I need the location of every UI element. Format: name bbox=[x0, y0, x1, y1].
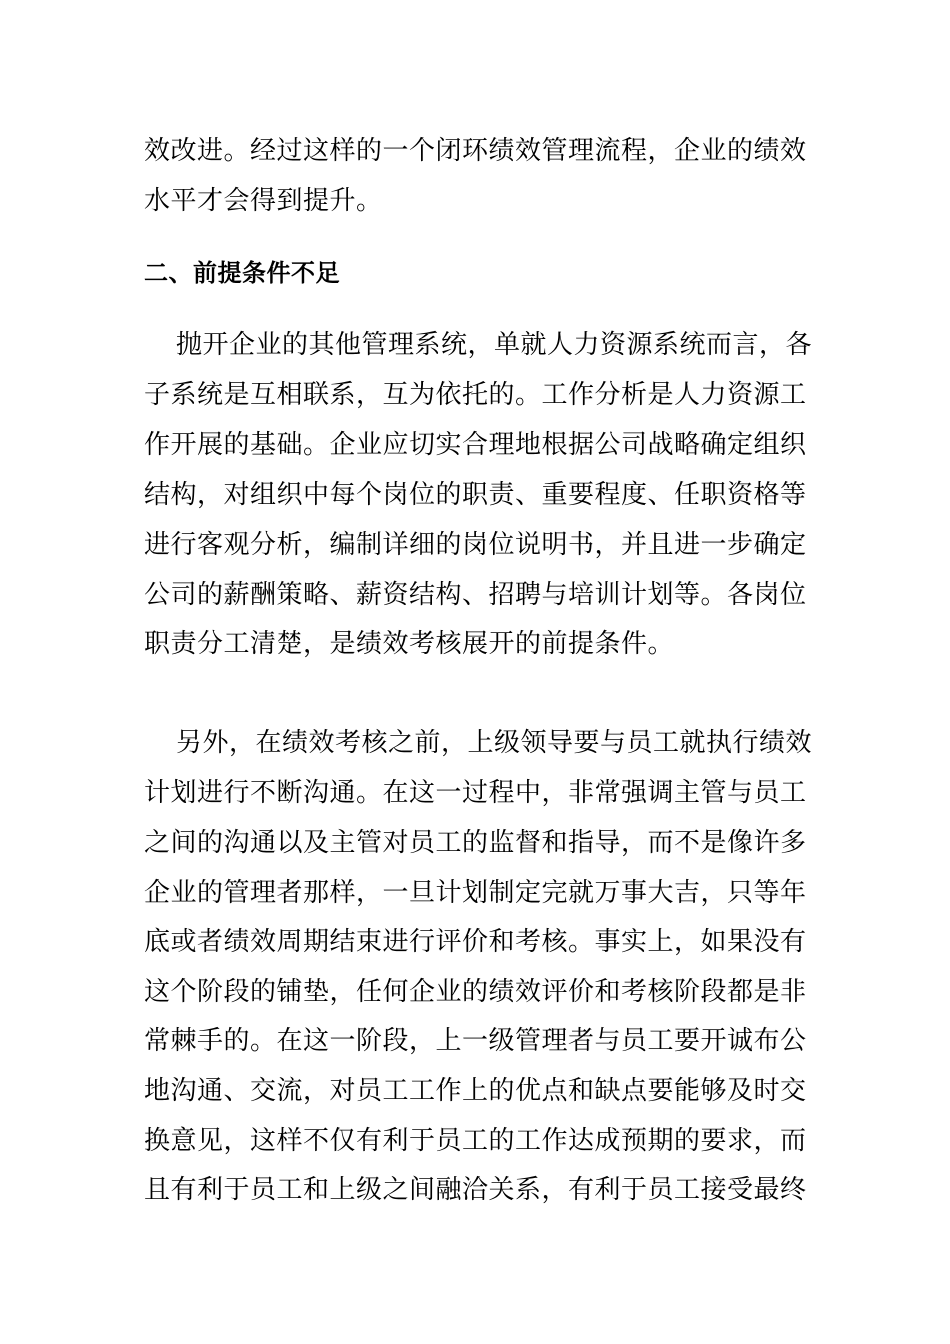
paragraph-line: 之间的沟通以及主管对员工的监督和指导，而不是像许多 bbox=[144, 828, 807, 858]
paragraph-line: 另外，在绩效考核之前，上级领导要与员工就执行绩效 bbox=[176, 728, 813, 758]
paragraph-line: 抛开企业的其他管理系统，单就人力资源系统而言，各 bbox=[176, 330, 813, 360]
paragraph-line: 计划进行不断沟通。在这一过程中，非常强调主管与员工 bbox=[144, 778, 807, 808]
paragraph-line: 作开展的基础。企业应切实合理地根据公司战略确定组织 bbox=[144, 430, 807, 460]
paragraph-line: 底或者绩效周期结束进行评价和考核。事实上，如果没有 bbox=[144, 927, 807, 957]
paragraph-line: 职责分工清楚，是绩效考核展开的前提条件。 bbox=[144, 629, 675, 659]
paragraph-line: 结构，对组织中每个岗位的职责、重要程度、任职资格等 bbox=[144, 480, 807, 510]
paragraph-line: 企业的管理者那样，一旦计划制定完就万事大吉，只等年 bbox=[144, 878, 807, 908]
paragraph-line: 地沟通、交流，对员工工作上的优点和缺点要能够及时交 bbox=[144, 1076, 807, 1106]
paragraph-line: 换意见，这样不仅有利于员工的工作达成预期的要求，而 bbox=[144, 1126, 807, 1156]
paragraph-line: 这个阶段的铺垫，任何企业的绩效评价和考核阶段都是非 bbox=[144, 977, 807, 1007]
intro-line: 水平才会得到提升。 bbox=[144, 186, 383, 216]
paragraph-line: 公司的薪酬策略、薪资结构、招聘与培训计划等。各岗位 bbox=[144, 580, 807, 610]
intro-line: 效改进。经过这样的一个闭环绩效管理流程，企业的绩效 bbox=[144, 136, 807, 166]
paragraph-line: 且有利于员工和上级之间融洽关系，有利于员工接受最终 bbox=[144, 1175, 807, 1205]
paragraph-line: 进行客观分析，编制详细的岗位说明书，并且进一步确定 bbox=[144, 530, 807, 560]
paragraph-line: 子系统是互相联系，互为依托的。工作分析是人力资源工 bbox=[144, 380, 807, 410]
section-heading: 二、前提条件不足 bbox=[144, 259, 340, 287]
paragraph-line: 常棘手的。在这一阶段，上一级管理者与员工要开诚布公 bbox=[144, 1026, 807, 1056]
